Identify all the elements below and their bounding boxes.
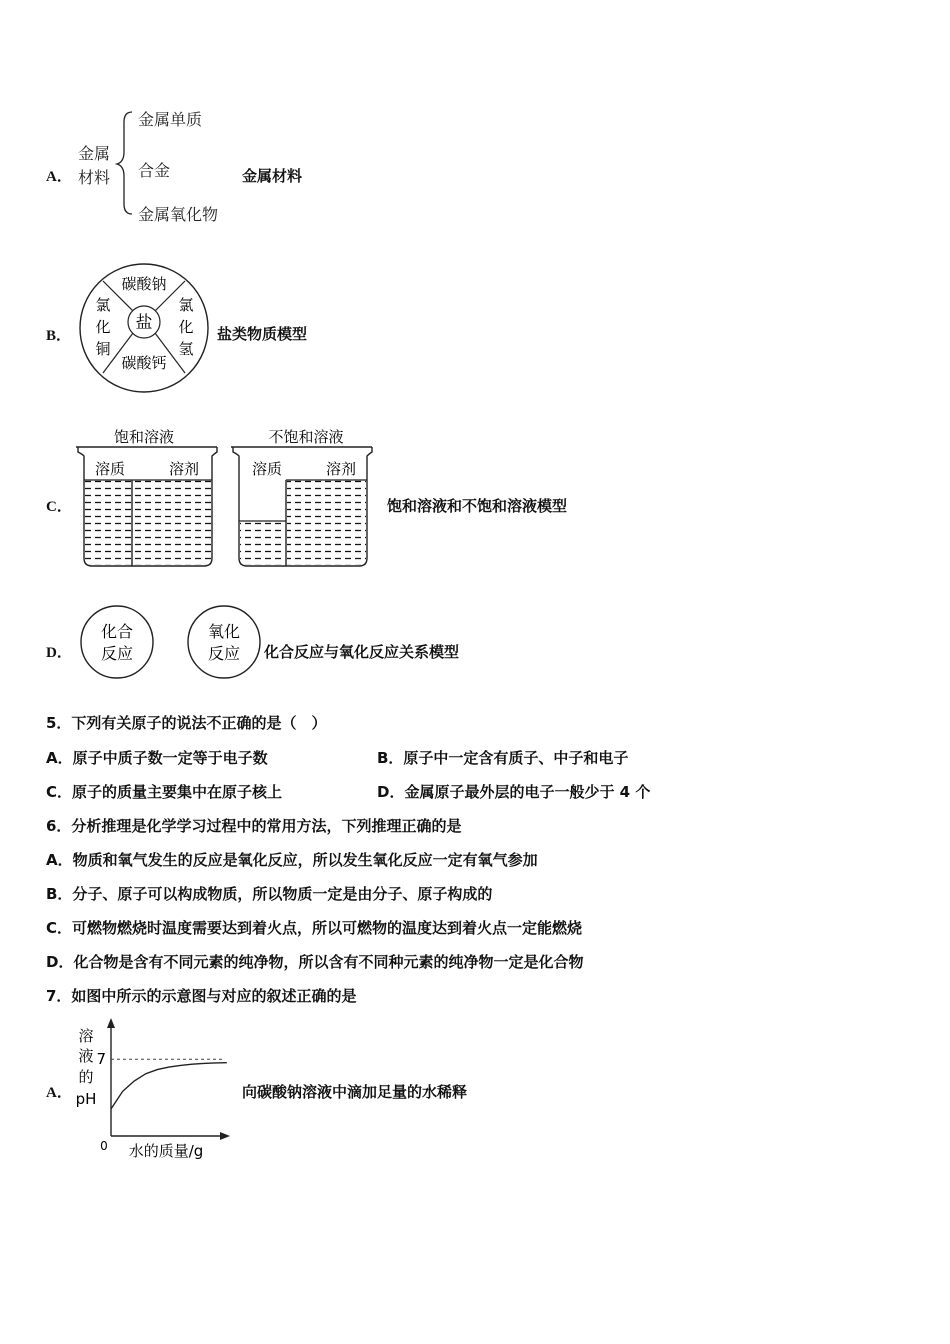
option-a-branch-alloy: 合金 [138,161,171,180]
beaker1-solute-label: 溶质 [94,460,126,478]
q6-stem: 6．分析推理是化学学习过程中的常用方法，下列推理正确的是 [46,817,462,835]
beaker2-solute-liquid [240,521,284,565]
oxidation-reaction-circle [188,606,260,678]
salt-model-wheel [76,260,212,396]
chart-x-arrow [220,1132,230,1140]
option-c-caption: 饱和溶液和不饱和溶液模型 [387,497,568,515]
beaker2-solute-label: 溶质 [251,460,283,478]
option-a-root-line2: 材料 [78,168,111,187]
circle1-line2: 反应 [100,644,134,663]
chart-ylabel-2: 液 [78,1047,94,1065]
q5-stem: 5．下列有关原子的说法不正确的是（ ） [46,714,327,732]
chart-ph-curve [111,1063,227,1109]
beaker1-liquid [85,480,211,565]
option-a-branch-metal-oxide: 金属氧化物 [138,205,219,224]
chart-y-arrow [107,1018,115,1028]
beaker2-title: 不饱和溶液 [268,428,344,446]
solution-beakers [74,422,374,574]
option-a-letter: A． [46,169,72,185]
beaker1-solvent-label: 溶剂 [168,460,200,478]
ph-chart [70,1014,240,1160]
chart-ylabel-4: pH [75,1090,97,1108]
salt-left-label-1: 氯 [95,296,111,314]
q7-stem: 7．如图中所示的示意图与对应的叙述正确的是 [46,987,357,1005]
chart-ph7-tick-label: 7 [96,1050,106,1069]
salt-top-label: 碳酸钠 [121,275,167,293]
option-c-letter: C． [46,499,72,515]
salt-right-label-3: 氢 [178,340,194,358]
combination-reaction-circle [81,606,153,678]
chart-ylabel-3: 的 [78,1068,94,1086]
chart-origin-label: 0 [100,1139,108,1153]
beaker1-title: 饱和溶液 [113,428,175,446]
q5-option-d: D．金属原子最外层的电子一般少于 4 个 [377,783,651,801]
q6-option-c: C．可燃物燃烧时温度需要达到着火点，所以可燃物的温度达到着火点一定能燃烧 [46,919,583,937]
q5-option-c: C．原子的质量主要集中在原子核上 [46,783,283,801]
chart-xlabel: 水的质量/g [128,1142,204,1160]
option-b-caption: 盐类物质模型 [217,325,308,343]
option-d-letter: D． [46,645,72,661]
option-a-brace [114,108,138,218]
option-d-caption: 化合反应与氧化反应关系模型 [264,643,460,661]
beaker2-solvent-label: 溶剂 [325,460,357,478]
q6-option-a: A．物质和氧气发生的反应是氧化反应，所以发生氧化反应一定有氧气参加 [46,851,538,869]
q7-option-a-letter: A． [46,1085,72,1101]
circle2-line1: 氧化 [207,622,241,641]
option-a-caption: 金属材料 [242,167,303,185]
q6-option-b: B．分子、原子可以构成物质，所以物质一定是由分子、原子构成的 [46,885,493,903]
option-a-branch-metal-element: 金属单质 [138,110,203,129]
beaker2-solvent-liquid [287,480,366,565]
salt-right-label-1: 氯 [178,296,194,314]
option-a-root-line1: 金属 [78,144,111,163]
q5-option-a: A．原子中质子数一定等于电子数 [46,749,268,767]
chart-ylabel-1: 溶 [78,1027,94,1045]
salt-center-label: 盐 [135,313,153,333]
q7-option-a-caption: 向碳酸钠溶液中滴加足量的水稀释 [242,1083,468,1101]
q5-option-b: B．原子中一定含有质子、中子和电子 [377,749,629,767]
option-b-letter: B． [46,328,72,344]
circle1-line1: 化合 [100,622,134,641]
salt-bottom-label: 碳酸钙 [121,354,167,372]
salt-left-label-3: 铜 [95,340,111,358]
salt-right-label-2: 化 [178,318,194,336]
q6-option-d: D．化合物是含有不同元素的纯净物，所以含有不同种元素的纯净物一定是化合物 [46,953,584,971]
circle2-line2: 反应 [207,644,241,663]
salt-left-label-2: 化 [95,318,111,336]
reaction-circles [76,604,262,682]
